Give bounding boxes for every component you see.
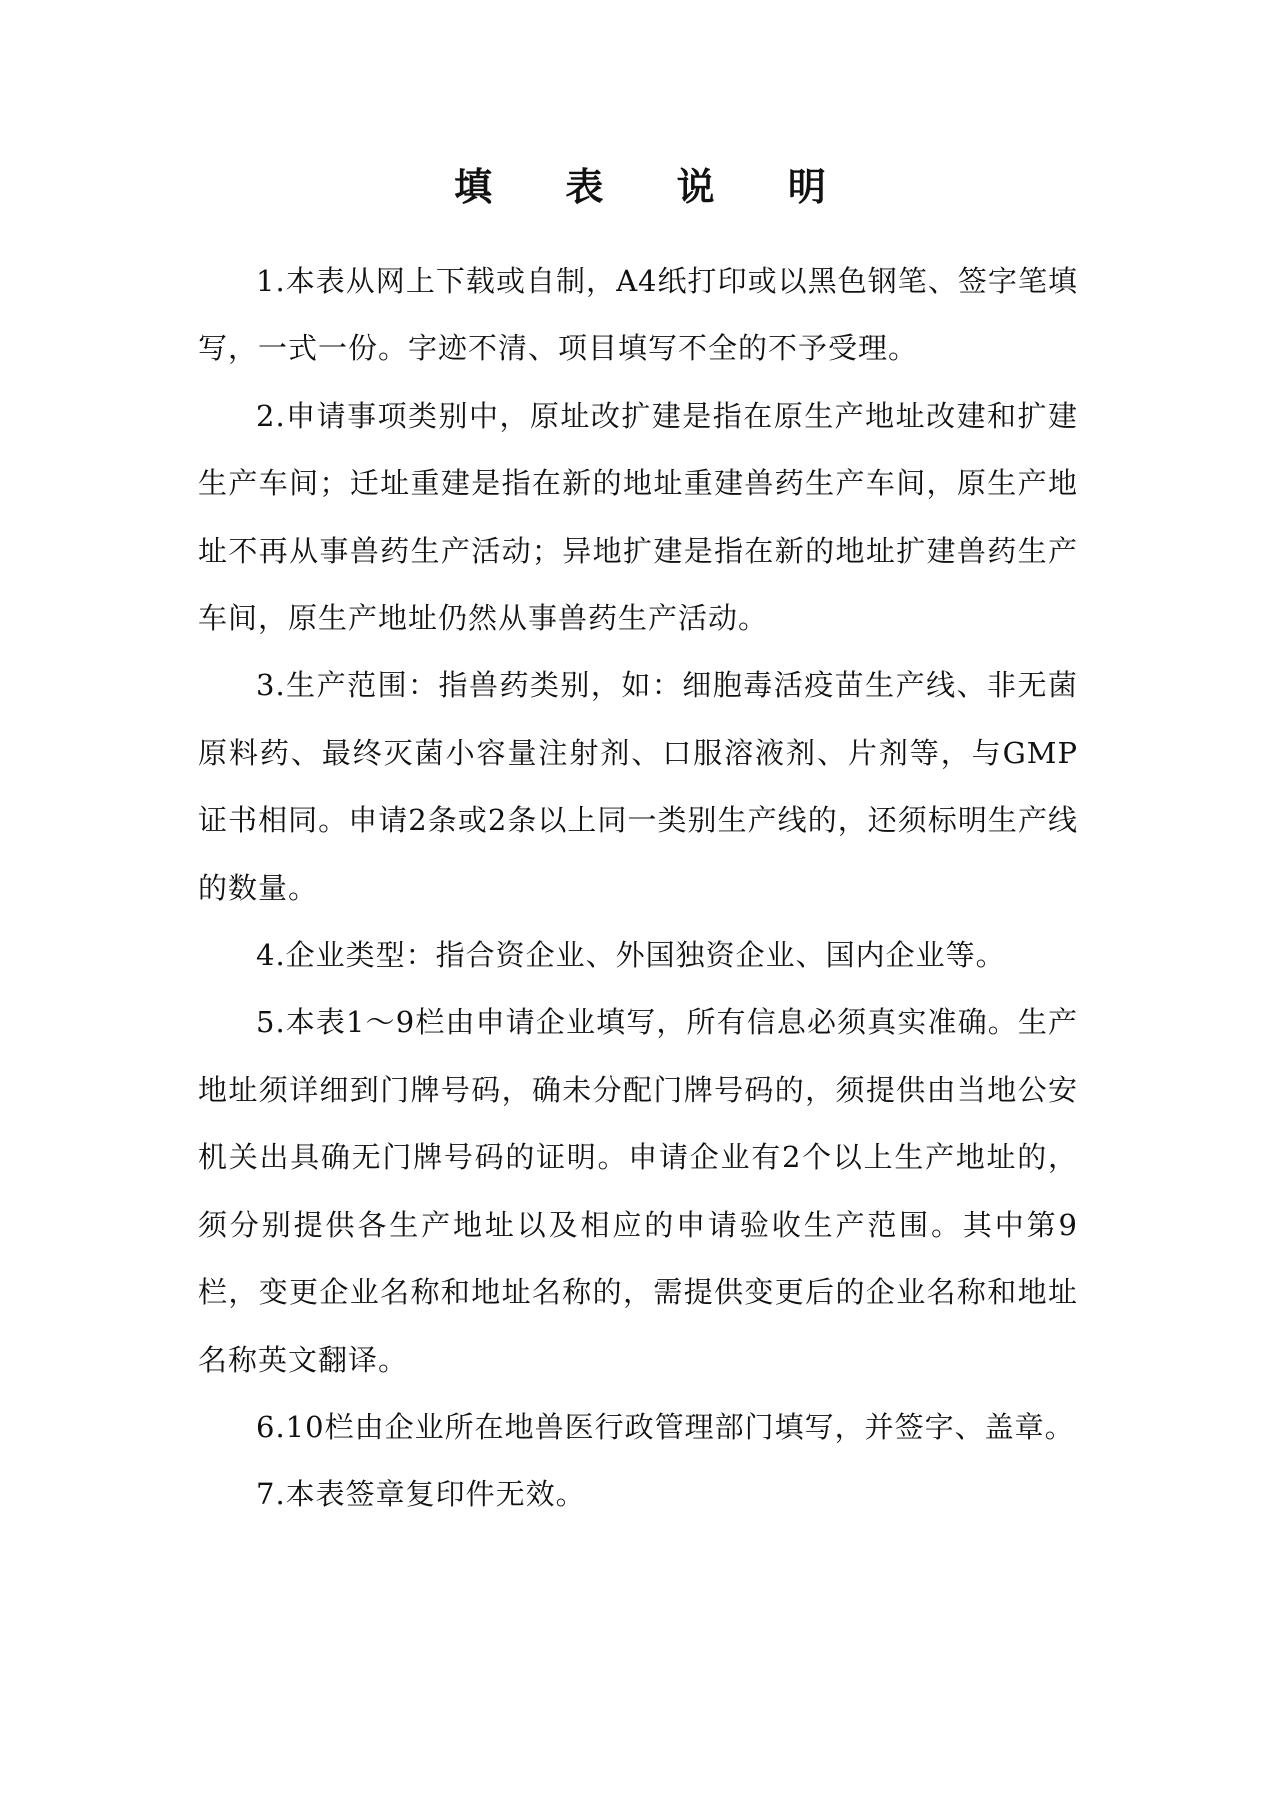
instructions-body	[198, 248, 1078, 1529]
page-title: 填 表 说 明	[454, 165, 856, 209]
instruction-paragraph-1: 1.本表从网上下载或自制，A4纸打印或以黑色钢笔、签字笔填写，一式一份。字迹不清、项目填写不全的不予受理。	[198, 264, 1078, 366]
instruction-paragraph-6: 6.10栏由企业所在地兽医行政管理部门填写，并签字、盖章。	[256, 1409, 1075, 1444]
instruction-paragraph-3: 3.生产范围：指兽药类别，如：细胞毒活疫苗生产线、非无菌原料药、最终灭菌小容量注射剂、口服溶液剂、片剂等，与GMP证书相同。申请2条或2条以上同一类别生产线的，还须标明生产线的数量。	[198, 668, 1078, 905]
instruction-paragraph-2: 2.申请事项类别中，原址改扩建是指在原生产地址改建和扩建生产车间；迁址重建是指在新的地址重建兽药生产车间，原生产地址不再从事兽药生产活动；异地扩建是指在新的地址扩建兽药生产车间，原生产地址仍然从事兽药生产活动。	[198, 398, 1078, 636]
instruction-paragraph-4: 4.企业类型：指合资企业、外国独资企业、国内企业等。	[256, 938, 1006, 973]
instruction-paragraph-5: 5.本表1～9栏由申请企业填写，所有信息必须真实准确。生产地址须详细到门牌号码，确未分配门牌号码的，须提供由当地公安机关出具确无门牌号码的证明。申请企业有2个以上生产地址的，须分别提供各生产地址以及相应的申请验收生产范围。其中第9栏，变更企业名称和地址名称的，需提供变更后的企业名称和地址名称英文翻译。	[198, 1005, 1078, 1377]
instruction-paragraph-7: 7.本表签章复印件无效。	[256, 1477, 586, 1512]
